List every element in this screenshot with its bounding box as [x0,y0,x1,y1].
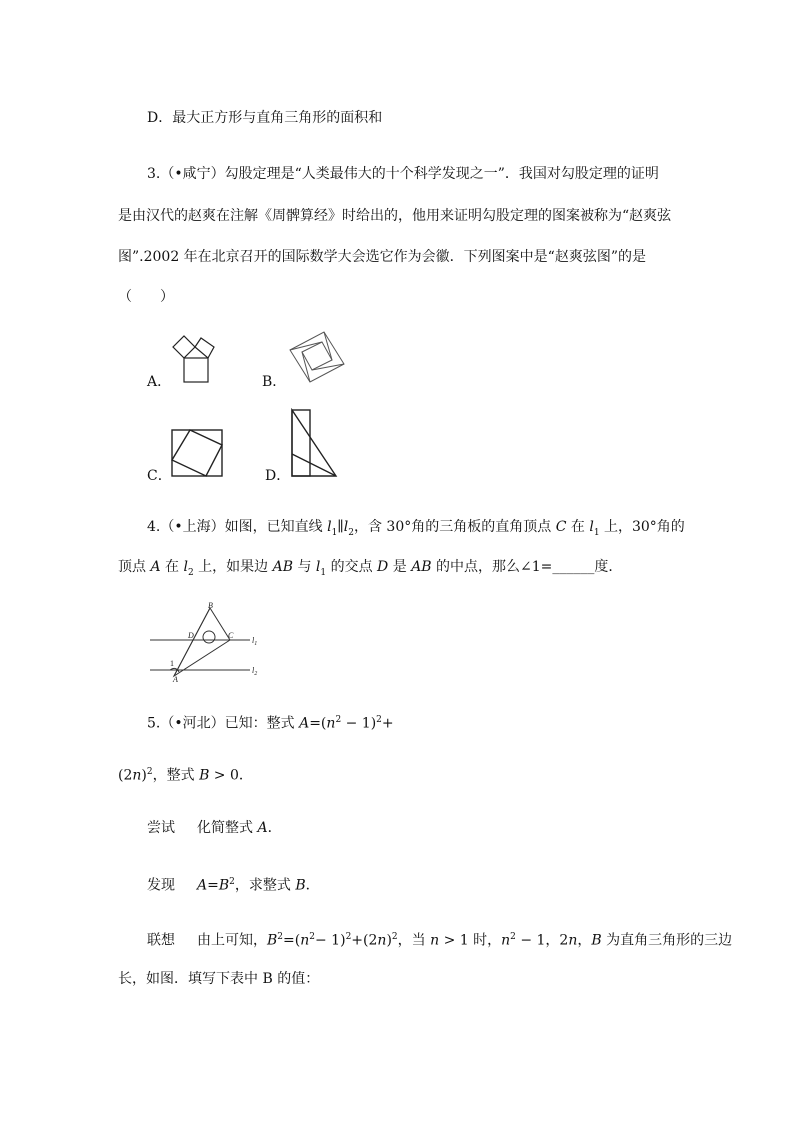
figure-c-inner-square [172,430,222,476]
q4-line-1: 4.（•上海）如图，已知直线 $l_1\parallel l_2$，含 30°角的三角板的直角顶点 C 在 $l_1$ 上，30°角的 [147,519,685,538]
q5-try: 尝试 化简整式 A． [147,820,282,836]
triangle-abc [174,608,230,676]
q3-option-d-label: D． [265,468,291,484]
q5-association: 联想 由上可知，$B^2=(n^2- 1)^2+(2n)^2$，当 n > 1 时，$n^2 - 1$，2n，B 为直角三角形的三边 [147,932,733,949]
q3-line-4: （ ） [118,289,174,305]
figure-b-outer-square [290,332,344,382]
q3-option-c-label: C． [147,468,172,484]
label-a: A [173,675,178,684]
q3-figure-a [170,328,226,388]
figure-a-left-square [173,336,195,358]
figure-a-right-square [195,338,214,358]
q3-figure-d [290,408,342,480]
label-1: 1 [170,659,174,668]
label-b: B [208,601,213,610]
q5-line-2: $(2n)^2$，整式 B > 0． [118,767,253,784]
angle-marker [203,631,215,643]
q2-option-d: D．最大正方形与直角三角形的面积和 [147,110,383,126]
label-l2: $l_2$ [252,666,258,677]
q5-find: 发现 $A=B^2$，求整式 B． [147,877,320,894]
q5-line-1: 5.（•河北）已知：整式 $A=(n^2 - 1)^2+$ [147,715,394,732]
label-d: D [188,631,194,640]
q3-figure-c [170,428,226,480]
q3-line-1: 3.（•咸宁）勾股定理是“人类最伟大的十个科学发现之一”．我国对勾股定理的证明 [147,166,659,182]
q3-option-b-label: B． [262,374,287,390]
q4-figure [148,600,268,684]
q5-last-line: 长，如图．填写下表中 B 的值： [118,971,320,987]
q4-line-2: 顶点 A 在 $l_2$ 上，如果边 AB 与 $l_1$ 的交点 D 是 AB 的中点，那么∠1=______度． [118,559,623,578]
q3-option-a-label: A． [147,374,172,390]
label-c: C [228,631,234,640]
label-l1: $l_1$ [252,636,258,647]
q3-line-3: 图”.2002 年在北京召开的国际数学大会选它作为会徽．下列图案中是“赵爽弦图”的是 [118,249,646,265]
figure-c-outer-square [172,430,222,476]
q3-line-2: 是由汉代的赵爽在注解《周髀算经》时给出的，他用来证明勾股定理的图案被称为“赵爽弦 [118,208,672,224]
figure-d-rectangle [292,410,310,476]
figure-d-triangle [292,410,336,476]
q3-figure-b [288,330,348,384]
figure-a-base-square [184,358,208,382]
